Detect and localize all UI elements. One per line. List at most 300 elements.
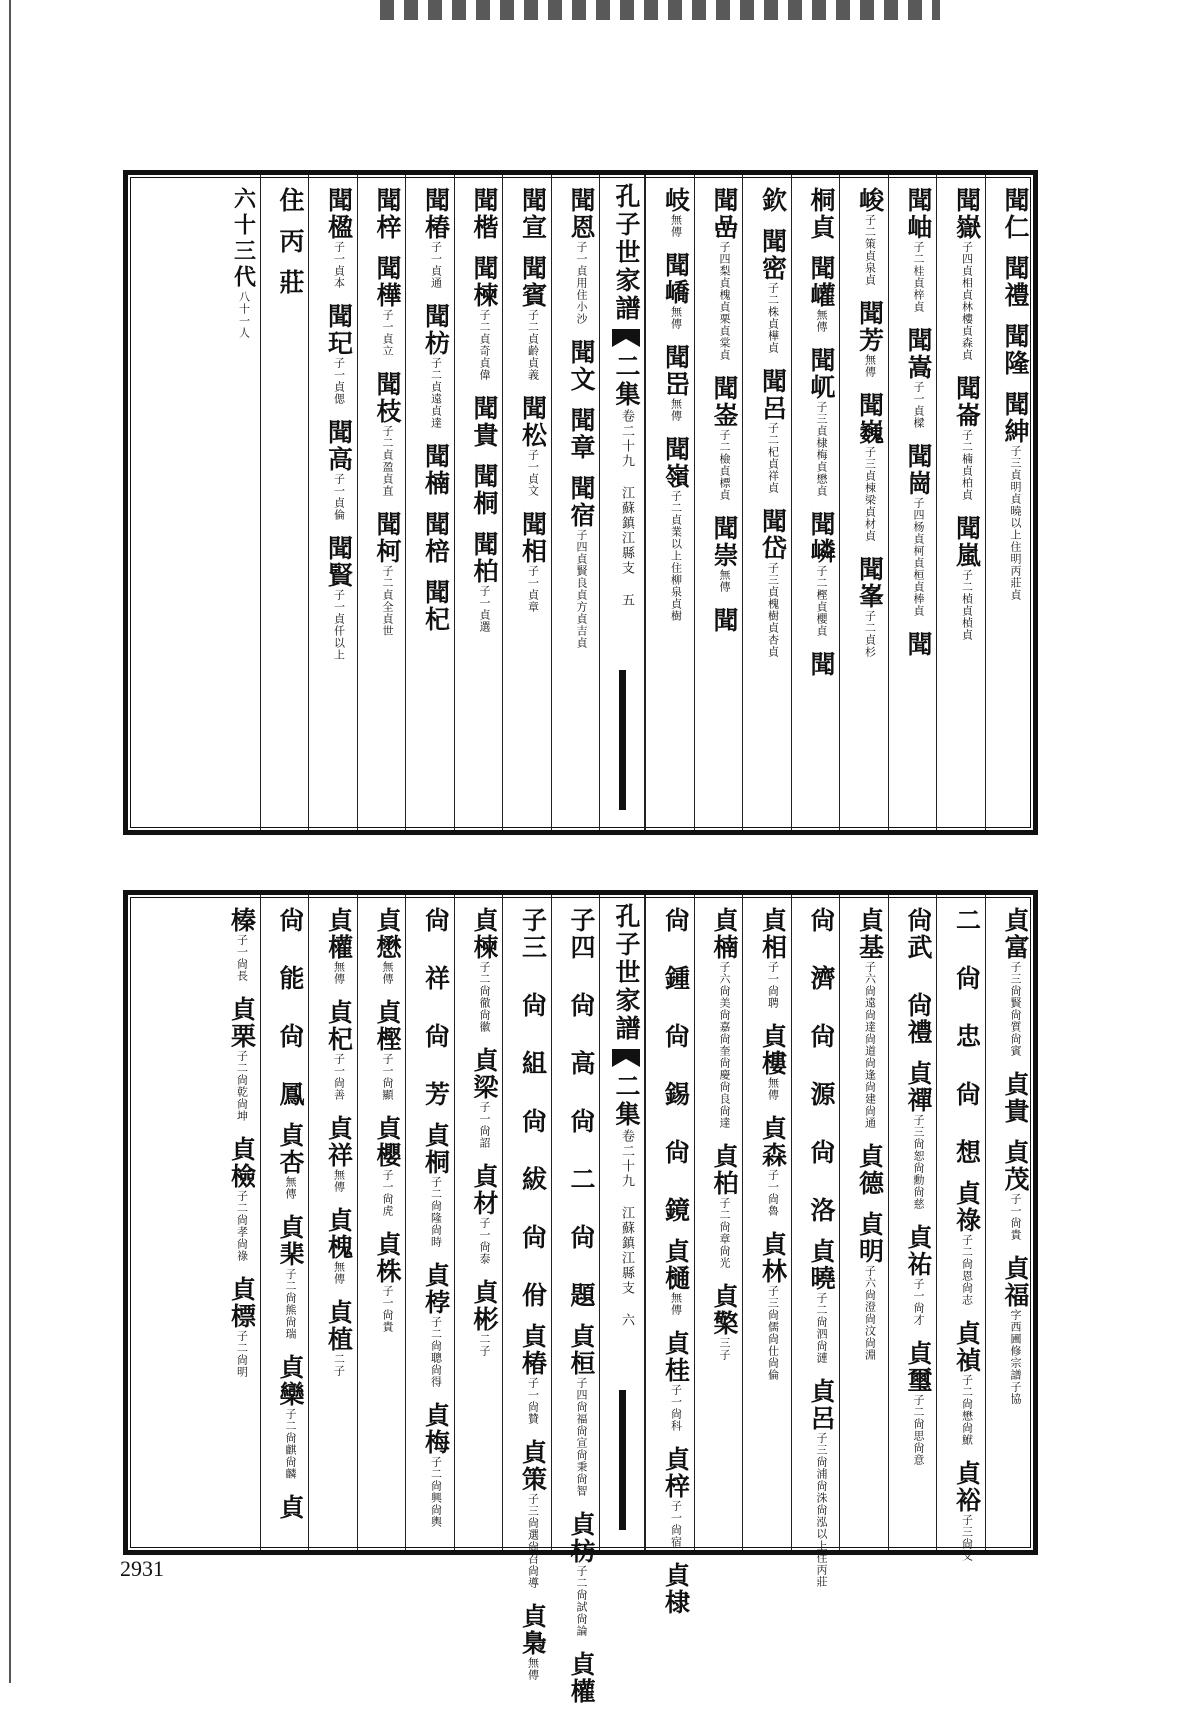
person-name: 貞森 [758, 1115, 788, 1169]
person-note: 無傳 [718, 569, 731, 593]
person-name: 聞楹 [324, 187, 354, 241]
person-name: 聞紳 [1001, 391, 1030, 445]
person-entry [373, 999, 402, 1101]
person-entry [567, 1511, 596, 1637]
person-entry [807, 347, 836, 497]
person-name: 貞彬 [470, 1279, 499, 1333]
person-note: 子二尙懋尙鮲 [960, 1374, 974, 1446]
generation-label: 六十三代 [230, 187, 257, 291]
person-name: 聞枝 [373, 371, 402, 425]
person-note: 子二尙聰尙得 [429, 1316, 443, 1388]
genealogy-column [551, 175, 600, 830]
person-name: 聞巍 [855, 392, 885, 446]
person-entry [807, 187, 836, 241]
person-name: 尙 鍾 尙 錫 尙 鏡 [661, 907, 691, 1224]
person-entry [758, 1023, 788, 1101]
person-name: 貞裕 [952, 1460, 982, 1514]
center-bar [619, 670, 626, 810]
generation-count: 八十一人 [237, 291, 251, 339]
person-entry [518, 1603, 548, 1681]
person-note: 子一尙貴 [381, 1285, 394, 1333]
person-name: 貞梟 [518, 1603, 548, 1657]
person-name: 貞椿 [518, 1323, 548, 1377]
person-name: 聞玘 [324, 303, 354, 357]
person-name: 聞嵩 [904, 327, 933, 381]
person-name: 貞棣 [661, 1562, 691, 1616]
person-name: 聞梓 [373, 187, 402, 241]
person-note: 子二尙思尙意 [912, 1394, 925, 1466]
person-entry [324, 535, 354, 661]
person-note: 無傳 [332, 1261, 346, 1285]
person-entry [324, 907, 354, 985]
person-note: 子二貞奇貞偉 [478, 309, 491, 381]
person-entry [470, 531, 499, 633]
person-entry [1001, 255, 1030, 309]
person-entry [421, 1262, 451, 1388]
person-note: 無傳 [766, 1077, 780, 1101]
person-name: 貞桐 [421, 1122, 451, 1176]
person-name: 二 尙 忠 尙 想 [952, 907, 982, 1166]
person-entry [807, 1378, 836, 1588]
person-entry [518, 907, 548, 1309]
person-note: 子一尙聘 [766, 961, 780, 1009]
person-entry [567, 407, 596, 461]
book-title: 孔子世家譜 [612, 183, 641, 323]
person-name: 貞檠 [710, 1283, 739, 1337]
genealogy-column [645, 175, 694, 830]
person-note: 子一尙科 [669, 1384, 683, 1432]
person-note: 子一貞偲 [332, 357, 346, 405]
collection-label: 二集 [612, 1073, 641, 1129]
genealogy-column [888, 175, 937, 830]
person-entry [807, 651, 836, 678]
person-entry [952, 375, 982, 501]
person-entry [855, 187, 885, 286]
person-name: 聞相 [518, 511, 548, 565]
person-name: 聞仁 [1001, 187, 1030, 241]
person-name: 貞楝 [470, 907, 499, 961]
person-entry [758, 1115, 788, 1217]
person-entry [373, 511, 402, 637]
person-name: 榛 [227, 907, 257, 934]
scan-edge [9, 0, 11, 1683]
person-note: 子三貞棣梅貞懋貞 [815, 401, 828, 497]
person-entry [904, 1224, 933, 1326]
person-note: 子六尙澄尙汶尙淵 [863, 1265, 877, 1361]
genealogy-column [405, 175, 454, 830]
person-note: 子四梨貞槐貞栗貞棠貞 [718, 241, 731, 361]
fishtail-mark [612, 1049, 640, 1067]
person-name: 聞禮 [1001, 255, 1030, 309]
person-note: 無傳 [332, 1169, 346, 1193]
person-note: 子三貞槐樹貞杏貞 [766, 562, 780, 658]
person-name: 聞岱 [758, 508, 788, 562]
generation-column [212, 175, 260, 830]
genealogy-column [357, 175, 406, 830]
person-entry [855, 1211, 885, 1361]
person-note: 子二尙試尙論 [575, 1565, 588, 1637]
person-name: 貞祐 [904, 1224, 933, 1278]
person-entry [470, 395, 499, 449]
person-name: 貞祥 [324, 1115, 354, 1169]
person-name: 貞材 [470, 1163, 499, 1217]
person-entry [710, 187, 739, 361]
person-name: 聞恩 [567, 187, 596, 241]
person-name: 貞林 [758, 1231, 788, 1285]
person-entry [518, 1439, 548, 1589]
person-entry [710, 907, 739, 1129]
person-entry [276, 1354, 305, 1480]
person-entry [1001, 1139, 1030, 1241]
person-entry [373, 187, 402, 241]
person-name: 貞桓 [567, 1323, 596, 1377]
person-note: 子二尙孝尙祿 [235, 1190, 249, 1262]
person-note: 子三尙恕尙勳尙慈 [912, 1114, 925, 1210]
person-name: 聞高 [324, 419, 354, 473]
person-entry [904, 443, 933, 617]
person-entry [373, 371, 402, 497]
person-note: 子一尙長 [235, 934, 249, 982]
genealogy-column [502, 895, 551, 1681]
person-entry [661, 1562, 691, 1616]
person-entry [758, 508, 788, 658]
person-entry [855, 556, 885, 658]
genealogy-page-top [123, 170, 1038, 835]
person-name: 貞杏 [276, 1122, 305, 1176]
person-name: 峻 [855, 187, 885, 214]
person-note: 子二尙興尙輿 [429, 1456, 443, 1528]
person-name: 聞崟 [710, 375, 739, 429]
person-name: 聞 [710, 607, 739, 634]
genealogy-column [454, 895, 503, 1550]
person-name: 貞福 [1001, 1255, 1030, 1309]
person-name: 貞禪 [904, 1060, 933, 1114]
person-name: 子四 尙 高 尙 二 尙 題 [567, 907, 596, 1309]
person-note: 子二尙恩尙志 [960, 1234, 974, 1306]
person-entry [518, 1323, 548, 1425]
person-note: 子二貞遠貞達 [429, 357, 443, 429]
person-entry [421, 511, 451, 565]
genealogy-column [888, 895, 937, 1550]
person-entry [904, 1060, 933, 1210]
person-entry [324, 303, 354, 405]
person-name: 聞柯 [373, 511, 402, 565]
person-name: 聞巏 [807, 255, 836, 309]
person-name: 聞峯 [855, 556, 885, 610]
person-entry [661, 1330, 691, 1432]
person-name: 聞崗 [904, 443, 933, 497]
person-entry [276, 1494, 305, 1521]
person-entry [276, 228, 305, 255]
genealogy-column [211, 895, 260, 1550]
person-entry [855, 907, 885, 1129]
person-entry [567, 1651, 596, 1705]
person-entry [227, 1276, 257, 1378]
person-name: 貞梓 [661, 1446, 691, 1500]
genealogy-column [839, 895, 888, 1550]
person-note: 子二楠貞柏貞 [960, 429, 974, 501]
person-name: 聞章 [567, 407, 596, 461]
person-name: 貞德 [855, 1143, 885, 1197]
person-entry [904, 907, 933, 1046]
person-note: 子一貞通 [429, 241, 443, 289]
person-entry [324, 187, 354, 289]
branch-label: 江蘇鎮江縣支 [619, 469, 634, 593]
person-entry [470, 1279, 499, 1357]
person-name: 聞桐 [470, 463, 499, 517]
person-entry [421, 579, 451, 633]
person-entry [952, 187, 982, 361]
person-note: 子六尙美尙嘉尙奎尙慶尙良尙達 [718, 961, 731, 1129]
person-name: 聞柏 [470, 531, 499, 585]
person-name: 貞禎 [952, 1320, 982, 1374]
person-note: 無傳 [669, 1292, 683, 1316]
person-entry [518, 187, 548, 241]
person-entry [758, 187, 788, 214]
person-name: 貞樓 [758, 1023, 788, 1077]
person-note: 子二尙泗尙漣 [815, 1292, 828, 1364]
genealogy-column [791, 175, 840, 830]
person-name: 莊 [276, 269, 305, 296]
person-name: 貞權 [324, 907, 354, 961]
person-note: 子三尙賢尙質尙賓 [1009, 961, 1022, 1057]
person-note: 子二尙徹尙徽 [478, 961, 491, 1033]
person-name: 貞標 [227, 1276, 257, 1330]
person-entry [373, 1115, 402, 1217]
person-note: 子三尙文 [960, 1514, 974, 1562]
person-note: 子三貞棟梁貞材貞 [863, 446, 877, 542]
person-entry [470, 907, 499, 1033]
person-note: 子二策貞泉貞 [863, 214, 877, 286]
person-name: 尙 能 尙 鳳 [276, 907, 305, 1108]
genealogy-column [308, 895, 357, 1550]
person-entry [807, 511, 836, 637]
person-name: 貞懋 [373, 907, 402, 961]
person-entry [855, 300, 885, 378]
person-entry [276, 1214, 305, 1340]
person-name: 貞桂 [661, 1330, 691, 1384]
person-entry [373, 1231, 402, 1333]
person-name: 尙 祥 尙 芳 [421, 907, 451, 1108]
person-name: 貞柏 [710, 1143, 739, 1197]
person-name: 聞文 [567, 339, 596, 393]
person-name: 聞密 [758, 228, 788, 282]
person-entry [710, 1143, 739, 1269]
person-entry [421, 187, 451, 289]
person-note: 子三尙選尙召尙導 [526, 1493, 540, 1589]
person-name: 尙 濟 尙 源 尙 洛 [807, 907, 836, 1224]
person-entry [421, 443, 451, 497]
person-note: 子二株貞樺貞 [766, 282, 780, 354]
person-note: 子二尙熊尙瑞 [284, 1268, 297, 1340]
person-note: 子一尙顯 [381, 1053, 394, 1101]
person-entry [661, 344, 691, 422]
person-entry [952, 515, 982, 641]
genealogy-column [357, 895, 406, 1550]
person-entry [324, 1115, 354, 1193]
person-name: 貞璽 [904, 1340, 933, 1394]
person-entry [661, 436, 691, 622]
person-entry [421, 1122, 451, 1248]
person-note: 子一貞仟以上 [332, 589, 346, 661]
person-entry [470, 1163, 499, 1265]
person-name: 聞嶙 [807, 511, 836, 565]
person-note: 子一貞立 [381, 309, 394, 357]
person-note: 子一貞樑 [912, 381, 925, 429]
person-name: 貞杞 [324, 999, 354, 1053]
folio-number: 五 [619, 593, 634, 608]
person-note: 子一尙魯 [766, 1169, 780, 1217]
genealogy-column [936, 175, 985, 830]
person-entry [661, 187, 691, 238]
person-note: 子一尙善 [332, 1053, 346, 1101]
fishtail-mark [612, 329, 640, 347]
person-entry [567, 339, 596, 393]
person-note: 子二貞業以上住柳泉貞樹 [669, 490, 683, 622]
person-name: 貞櫻 [373, 1115, 402, 1169]
center-header-column [599, 895, 645, 1550]
person-entry [1001, 1255, 1030, 1405]
person-name: 住 [276, 187, 305, 214]
volume-label: 卷二十九 [619, 1129, 634, 1189]
genealogy-column [839, 175, 888, 830]
person-note: 子二樫貞櫻貞 [815, 565, 828, 637]
person-entry [227, 996, 257, 1122]
genealogy-column [985, 175, 1034, 830]
person-name: 丙 [276, 228, 305, 255]
person-entry [661, 252, 691, 330]
genealogy-column [985, 895, 1034, 1550]
person-name: 貞栗 [227, 996, 257, 1050]
person-entry [710, 1283, 739, 1361]
person-note: 無傳 [526, 1657, 540, 1681]
person-note: 子一尙宿 [669, 1500, 683, 1548]
person-entry [758, 907, 788, 1009]
person-name: 貞株 [373, 1231, 402, 1285]
genealogy-column [645, 895, 694, 1616]
person-name: 貞權 [567, 1651, 596, 1705]
person-entry [904, 187, 933, 313]
person-name: 聞枋 [421, 303, 451, 357]
person-name: 聞椿 [421, 187, 451, 241]
person-note: 字西圃修宗譜子協 [1009, 1309, 1022, 1405]
person-name: 貞樫 [373, 999, 402, 1053]
person-name: 岐 [661, 187, 691, 214]
branch-label: 江蘇鎮江縣支 [619, 1189, 634, 1313]
person-entry [1001, 1071, 1030, 1125]
person-note: 子一貞倫 [332, 473, 346, 521]
person-note: 子一貞文 [526, 449, 540, 497]
person-entry [758, 368, 788, 494]
person-name: 尙武 尙禮 [904, 907, 933, 1046]
person-name: 聞呂 [758, 368, 788, 422]
page-number: 2931 [120, 1556, 164, 1581]
person-entry [276, 269, 305, 296]
column-area [128, 175, 1033, 830]
person-entry [1001, 907, 1030, 1057]
person-name: 貞 [276, 1494, 305, 1521]
person-name: 聞嶺 [661, 436, 691, 490]
person-note: 子二尙明 [235, 1330, 249, 1378]
genealogy-column [742, 895, 791, 1550]
person-entry [952, 1460, 982, 1562]
person-name: 欽 [758, 187, 788, 214]
person-note: 無傳 [669, 306, 683, 330]
center-bar [619, 1390, 626, 1530]
scan-artifact [380, 0, 940, 20]
person-note: 二子 [332, 1353, 346, 1377]
person-note: 子一貞用住小沙 [575, 241, 588, 325]
collection-label: 二集 [612, 353, 641, 409]
person-entry [518, 255, 548, 381]
person-note: 子二杞貞祥貞 [766, 422, 780, 494]
person-entry [518, 395, 548, 497]
person-name: 聞樺 [373, 255, 402, 309]
person-name: 聞屼 [807, 347, 836, 401]
person-entry [1001, 187, 1030, 241]
person-entry [710, 607, 739, 634]
person-note: 無傳 [669, 398, 683, 422]
person-note: 子二貞齡貞義 [526, 309, 540, 381]
person-name: 聞 [807, 651, 836, 678]
person-note: 子二尙隆尙時 [429, 1176, 443, 1248]
person-entry [470, 187, 499, 241]
person-entry [661, 1446, 691, 1548]
person-name: 貞呂 [807, 1378, 836, 1432]
person-name: 貞植 [324, 1299, 354, 1353]
person-note: 子四杨貞柯貞桓貞棒貞 [912, 497, 925, 617]
person-entry [470, 463, 499, 517]
genealogy-column [551, 895, 600, 1705]
person-name: 貞棐 [276, 1214, 305, 1268]
person-name: 聞隆 [1001, 323, 1030, 377]
center-header-column [599, 175, 645, 830]
person-name: 貞梅 [421, 1402, 451, 1456]
person-entry [518, 511, 548, 613]
person-name: 聞嵒 [710, 187, 739, 241]
person-entry [421, 907, 451, 1108]
person-entry [276, 907, 305, 1108]
person-entry [710, 515, 739, 593]
person-name: 聞楝 [470, 255, 499, 309]
person-note: 子二貞杉 [863, 610, 877, 658]
genealogy-column [308, 175, 357, 830]
genealogy-column [791, 895, 840, 1588]
person-note: 子一尙泰 [478, 1217, 491, 1265]
person-name: 貞楠 [710, 907, 739, 961]
person-name: 聞賢 [324, 535, 354, 589]
person-note: 子一貞章 [526, 565, 540, 613]
person-name: 聞崇 [710, 515, 739, 569]
person-name: 貞欒 [276, 1354, 305, 1408]
person-entry [421, 303, 451, 429]
genealogy-column [742, 175, 791, 830]
person-entry [710, 375, 739, 501]
person-name: 貞曉 [807, 1238, 836, 1292]
person-entry [227, 907, 257, 982]
person-note: 子二尙乾尙坤 [235, 1050, 249, 1122]
genealogy-column [454, 175, 503, 830]
person-entry [952, 1180, 982, 1306]
person-note: 子三尙浦尙洙尙泓以上住丙莊 [815, 1432, 828, 1588]
person-entry [373, 907, 402, 985]
person-name: 聞芳 [855, 300, 885, 354]
person-entry [567, 907, 596, 1309]
person-entry [470, 1047, 499, 1149]
person-name: 聞宣 [518, 187, 548, 241]
person-note: 子二檢貞標貞 [718, 429, 731, 501]
person-name: 貞枋 [567, 1511, 596, 1565]
